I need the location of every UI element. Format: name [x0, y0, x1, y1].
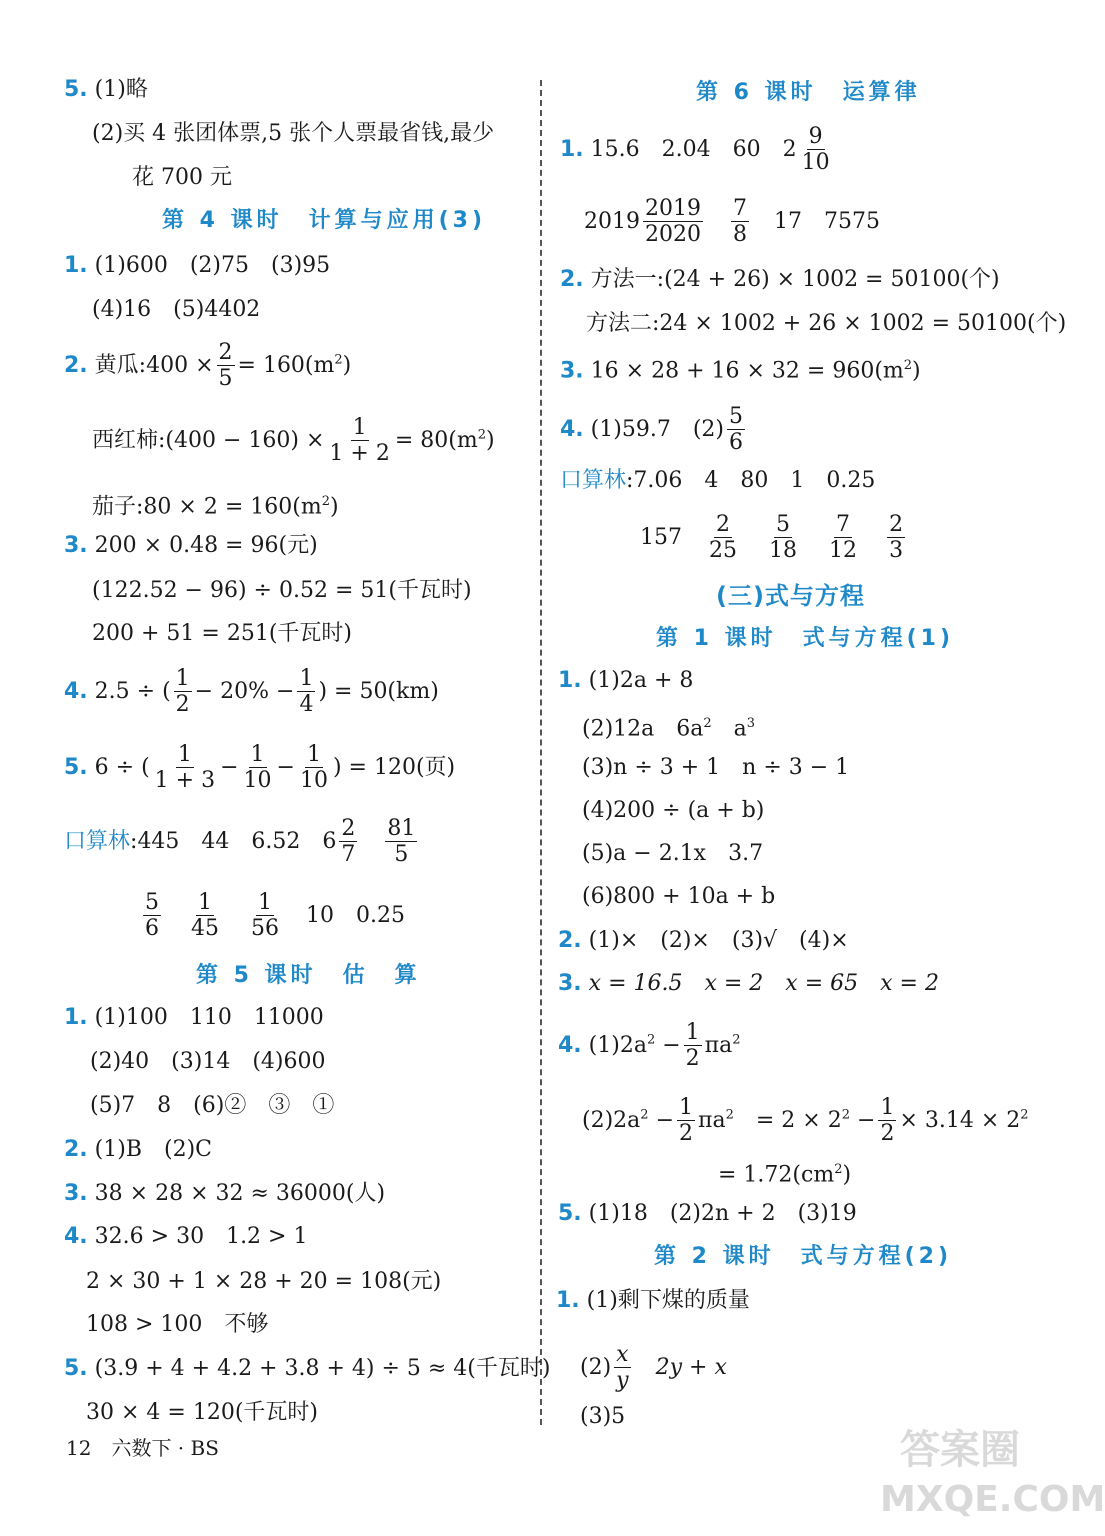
unit-title: (三)式与方程 [716, 582, 865, 610]
u3s1-q4-line2: $(2)2a^2$ − $\frac{1}{2}$ $\pi a^2$ = $2 \times 2^2$ − $\frac{1}{2}$ × $3.14 \times 2^2$ [582, 1095, 1029, 1147]
u3s1-q5: 5. (1)18 (2)2n + 2 (3)19 [558, 1201, 857, 1226]
fraction: $\frac{2019}{2020}$ [645, 196, 701, 248]
u3s2-q1: 1. (1)剩下煤的质量 [556, 1288, 750, 1313]
fraction: $\frac{5}{6}$ [145, 890, 159, 942]
prev-q5-line2: (2)买 4 张团体票,5 张个人票最省钱,最少 [92, 121, 495, 146]
u3s1-q1-line3: (3)n ÷ 3 + 1 n ÷ 3 − 1 [582, 755, 850, 780]
s5-q4-line3: 108 > 100 不够 [86, 1312, 269, 1337]
s4-q2-line3: 茄子:80 × $2 = 160(m^2)$ [92, 494, 339, 520]
column-divider [540, 80, 542, 1425]
fraction: $\frac{1}{1 + 2}$ [329, 415, 390, 467]
fraction: $\frac{1}{10}$ [243, 742, 272, 794]
s4-q1: 1. (1)600 (2)75 (3)95 [64, 253, 331, 278]
fraction: $\frac{7}{8}$ [733, 196, 748, 248]
s5-q1: 1. (1)100 110 11000 [64, 1005, 324, 1030]
fraction: $\frac{7}{12}$ [829, 512, 858, 564]
s5-q1-line2: (2)40 (3)14 (4)600 [90, 1049, 326, 1074]
u3s1-q4-line3: = $1.72(cm^2)$ [718, 1162, 852, 1188]
u3s1-q1-line4: (4)200 ÷ (a + b) [582, 798, 765, 823]
fraction: $\frac{1}{1 + 3}$ [154, 742, 216, 794]
fraction: $\frac{1}{2}$ [175, 666, 190, 718]
u3s1-q2: 2. (1)× (2)× (3)√ (4)× [558, 928, 849, 953]
kousuan-label: 口算林 [64, 828, 131, 854]
section-title: 第 5 课时 估 算 [196, 963, 421, 988]
u3s1-q1-line5: (5)a − 2.1x 3.7 [582, 841, 764, 866]
s6-q4: 4. (1)59.7 (2) $\frac{5}{6}$ [560, 404, 743, 456]
u3s1-q3: 3. x = 16.5 x = 2 x = 65 x = 2 [558, 971, 939, 996]
question-number: 5. [64, 77, 88, 102]
fraction: $\frac{1}{56}$ [251, 890, 280, 942]
u3s1-q1: 1. (1)2a + 8 [558, 668, 694, 693]
s4-q2-line2: 西红柿:(400 − 160) × $\frac{1}{1 + 2}$ = $80(m^2)$ [92, 415, 495, 467]
fraction: $\frac{2}{3}$ [889, 512, 904, 564]
watermark-logo: 答案圈 [900, 1427, 1020, 1473]
s6-q2: 2. 方法一:(24 + 26) × 1002 = 50100(个) [560, 267, 1000, 292]
s5-q2: 2. (1)B (2)C [64, 1137, 212, 1162]
s5-q5-line2: 30 × 4 = 120(千瓦时) [86, 1400, 318, 1425]
fraction: $\frac{2}{7}$ [341, 816, 356, 868]
s5-q4-line2: 2 × 30 + 1 × 28 + 20 = 108(元) [86, 1269, 442, 1294]
fraction: $\frac{1}{45}$ [191, 890, 220, 942]
s4-q3-line3: 200 + 51 = 251(千瓦时) [92, 621, 352, 646]
page-footer: 12 六数下 · BS [66, 1436, 219, 1460]
s6-q1: 1. 15.6 2.04 60 2 $\frac{9}{10}$ [560, 124, 830, 176]
u3s1-q4-line1: 4. $(1)2a^2$ − $\frac{1}{2}$ $\pi a^2$ [558, 1020, 741, 1072]
fraction: $\frac{1}{10}$ [299, 742, 328, 794]
fraction: $\frac{5}{18}$ [769, 512, 798, 564]
section-title: 第 6 课时 运算律 [696, 80, 921, 105]
s6-kousuan-line1: 口算林:7.06 4 80 1 0.25 [560, 468, 876, 493]
s4-q5: 5. 6 ÷ ( $\frac{1}{1 + 3}$ − $\frac{1}{10}$ − $\frac{1}{10}$ ) = 120(页) [64, 742, 456, 794]
s4-q1-line2: (4)16 (5)4402 [92, 297, 261, 322]
s4-q3-line1: 3. 200 × 0.48 = 96(元) [64, 533, 318, 558]
prev-q5-line3: 花 700 元 [132, 165, 232, 190]
fraction: $\frac{9}{10}$ [801, 124, 830, 176]
s5-q3: 3. 38 × 28 × 32 ≈ 36000(人) [64, 1181, 386, 1206]
fraction: $\frac{x}{y}$ [616, 1342, 629, 1394]
fraction: $\frac{2}{5}$ [218, 340, 233, 392]
fraction: $\frac{2}{25}$ [709, 512, 738, 564]
s6-kousuan-line2: 157 $\frac{2}{25}$ $\frac{5}{18}$ $\frac{7}{12}$ $\frac{2}{3}$ [640, 512, 904, 564]
s4-kousuan-line2: $\frac{5}{6}$ $\frac{1}{45}$ $\frac{1}{56}$ 10 0.25 [145, 890, 406, 942]
fraction: $\frac{81}{5}$ [387, 816, 416, 868]
s5-q1-line3: (5)7 8 (6)② ③ ① [90, 1093, 335, 1118]
u3s2-q1-line2: (2) $\frac{x}{y}$ 2y + x [580, 1342, 727, 1394]
s6-q1-line2: 2019 $\frac{2019}{2020}$ $\frac{7}{8}$ 17 7575 [584, 196, 881, 248]
fraction: $\frac{1}{2}$ [685, 1020, 700, 1072]
s4-kousuan-line1: 口算林:445 44 6.52 6 $\frac{2}{7}$ $\frac{81}{5}$ [64, 816, 416, 868]
fraction: $\frac{1}{2}$ [880, 1095, 895, 1147]
s4-q2-line1: 2. 黄瓜:400 × $\frac{2}{5}$ = $160(m^2)$ [64, 340, 352, 392]
section-title: 第 4 课时 计算与应用(3) [162, 208, 487, 233]
fraction: $\frac{1}{4}$ [299, 666, 314, 718]
fraction: $\frac{1}{2}$ [679, 1095, 693, 1147]
u3s1-q1-line2: (2)12a $6a^2$ $a^3$ [582, 716, 756, 742]
s4-q3-line2: (122.52 − 96) ÷ 0.52 = 51(千瓦时) [92, 578, 472, 603]
s5-q5: 5. (3.9 + 4 + 4.2 + 3.8 + 4) ÷ 5 ≈ 4(千瓦时) [64, 1356, 551, 1381]
s6-q3: 3. $16 \times 28 + 16 \times 32 = 960(m^2)$ [560, 358, 921, 384]
u3s2-q1-line3: (3)5 [580, 1404, 626, 1429]
prev-q5-line1: 5. (1)略 [64, 77, 148, 102]
s6-q2-line2: 方法二:24 × 1002 + 26 × 1002 = 50100(个) [586, 311, 1067, 336]
watermark-url: MXQE.COM [880, 1479, 1105, 1520]
fraction: $\frac{5}{6}$ [728, 404, 743, 456]
section-title: 第 1 课时 式与方程(1) [656, 626, 955, 651]
u3s1-q1-line6: (6)800 + 10a + b [582, 884, 776, 909]
kousuan-label: 口算林 [560, 468, 627, 493]
section-title: 第 2 课时 式与方程(2) [654, 1244, 953, 1269]
s4-q4: 4. 2.5 ÷ ( $\frac{1}{2}$ − 20% − $\frac{1}{4}$ ) = 50(km) [64, 666, 439, 718]
s5-q4: 4. 32.6 > 30 1.2 > 1 [64, 1224, 308, 1249]
